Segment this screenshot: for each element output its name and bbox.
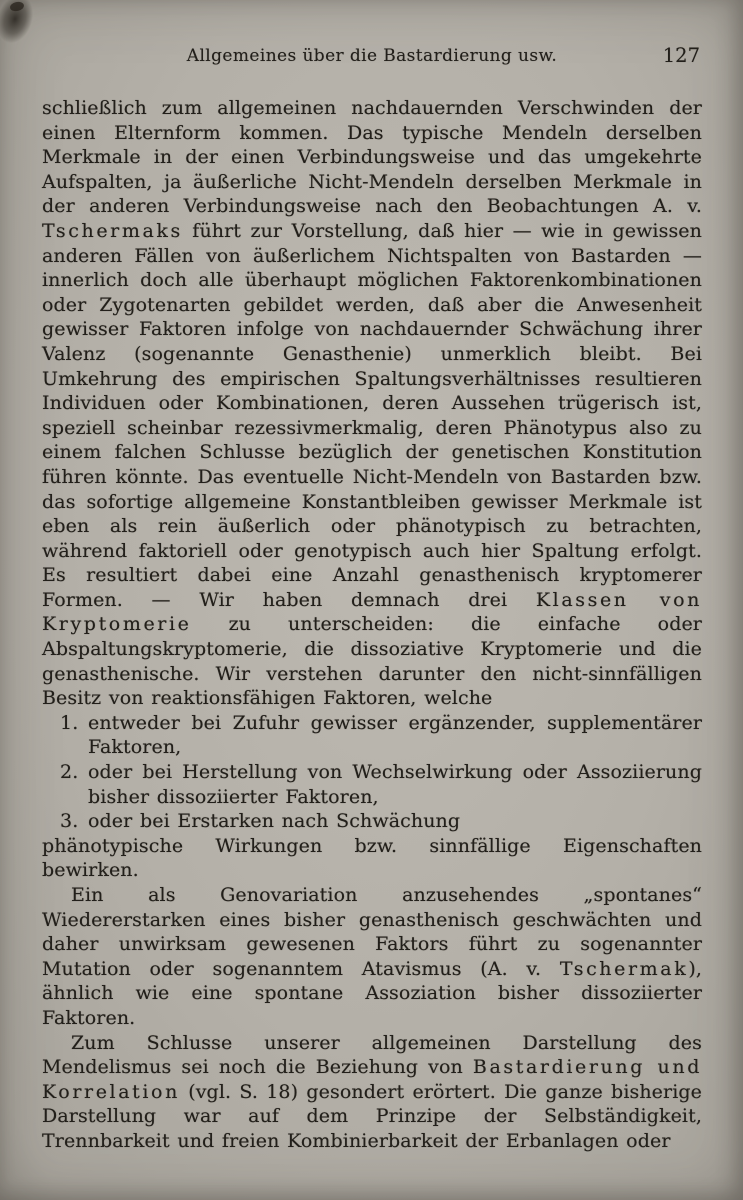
running-header [42, 46, 702, 72]
text-run: ), ähnlich wie eine spontane Assoziation bisher dissoziierter Faktoren. [42, 957, 702, 1029]
scan-artifact-blob [0, 0, 47, 57]
text-run: (vgl. S. 18) gesondert erörtert. Die ganze bisherige Darstellung war auf dem Prinzipe der Selbständigkeit, Trennbarkeit und freien Kombinierbarkeit der Erbanlagen oder [42, 1080, 702, 1152]
text-run: zu unterscheiden: die einfache oder Abspaltungskryptomerie, die dissoziative Kryptomerie und die genasthenische. Wir verstehen darunter den nicht-sinnfälligen Besitz von reaktionsfähigen Faktoren, welche [42, 613, 702, 710]
paragraph [42, 1031, 702, 1154]
text-run: führt zur Vorstellung, daß hier — wie in gewissen anderen Fällen von äußerlichem Nichtspalten von Bastarden — innerlich doch alle überhaupt möglichen Faktorenkombinationen oder Zygotenarten gebildet werden, daß aber die Anwesenheit gewisser Faktoren infolge von nachdauernder Schwächung ihrer Valenz (sogenannte Genasthenie) unmerklich bleibt. Bei Umkehrung des empirischen Spaltungsverhältnisses resultieren Individuen oder Kombinationen, deren Aussehen trügerisch ist, speziell scheinbar rezessivmerkmalig, deren Phänotypus also zu einem falchen Schlusse bezüglich der genetischen Konstitution führen könnte. Das eventuelle Nicht-Mendeln von Bastarden bzw. das sofortige allgemeine Konstantbleiben gewisser Merkmale ist eben als rein äußerlich oder phänotypisch zu betrachten, während faktoriell oder genotypisch auch hier Spaltung erfolgt. Es resultiert dabei eine Anzahl genasthenisch kryptomerer Formen. — Wir haben demnach drei [42, 219, 702, 611]
list-item [42, 809, 702, 834]
paragraph [42, 96, 702, 711]
list-item-number: 2. [60, 761, 79, 784]
text-run: entweder bei Zufuhr gewisser ergänzender, supplementärer Faktoren, [88, 711, 702, 759]
letter-spaced-emphasis: Bastardierung und Korrelation [42, 1056, 702, 1103]
list-item-number: 3. [60, 810, 79, 833]
letter-spaced-emphasis: Tschermaks [42, 219, 183, 242]
list-item [42, 711, 702, 760]
list-item-text [88, 761, 702, 808]
paragraph [42, 883, 702, 1031]
letter-spaced-emphasis: Klassen von Kryptomerie [42, 588, 702, 636]
text-run: oder bei Herstellung von Wechselwirkung oder Assoziierung bisher dissoziierter Faktoren, [88, 761, 702, 808]
list-item-text [88, 712, 702, 759]
paragraph [42, 834, 702, 883]
page-number: 127 [662, 44, 700, 67]
text-run: phänotypische Wirkungen bzw. sinnfällige Eigenschaften bewirken. [42, 834, 702, 882]
page-body [42, 96, 702, 1154]
running-header-title: Allgemeines über die Bastardierung usw. [186, 46, 558, 66]
text-run: oder bei Erstarken nach Schwächung [88, 810, 461, 833]
letter-spaced-emphasis: Tschermak [559, 957, 689, 980]
list-item-number: 1. [60, 711, 79, 734]
list-item-text [88, 810, 460, 832]
scan-artifact-speck [9, 1, 25, 13]
list-item [42, 760, 702, 809]
text-run: Ein als Genovariation anzusehendes „spontanes“ Wiedererstarken eines bisher genasthenisch geschwächten und daher unwirksam gewesenen Faktors führt zu sogenannter Mutation oder sogenanntem Atavismus (A. v. [42, 884, 702, 980]
text-run: schließlich zum allgemeinen nachdauernden Verschwinden der einen Elternform kommen. Das typische Mendeln derselben Merkmale in der einen Verbindungsweise und das umgekehrte Aufspalten, ja äußerliche Nicht-Mendeln derselben Merkmale in der anderen Verbindungsweise nach den Beobachtungen A. v. [42, 97, 702, 218]
text-run: Zum Schlusse unserer allgemeinen Darstellung des Mendelismus sei noch die Beziehung von [42, 1031, 702, 1079]
